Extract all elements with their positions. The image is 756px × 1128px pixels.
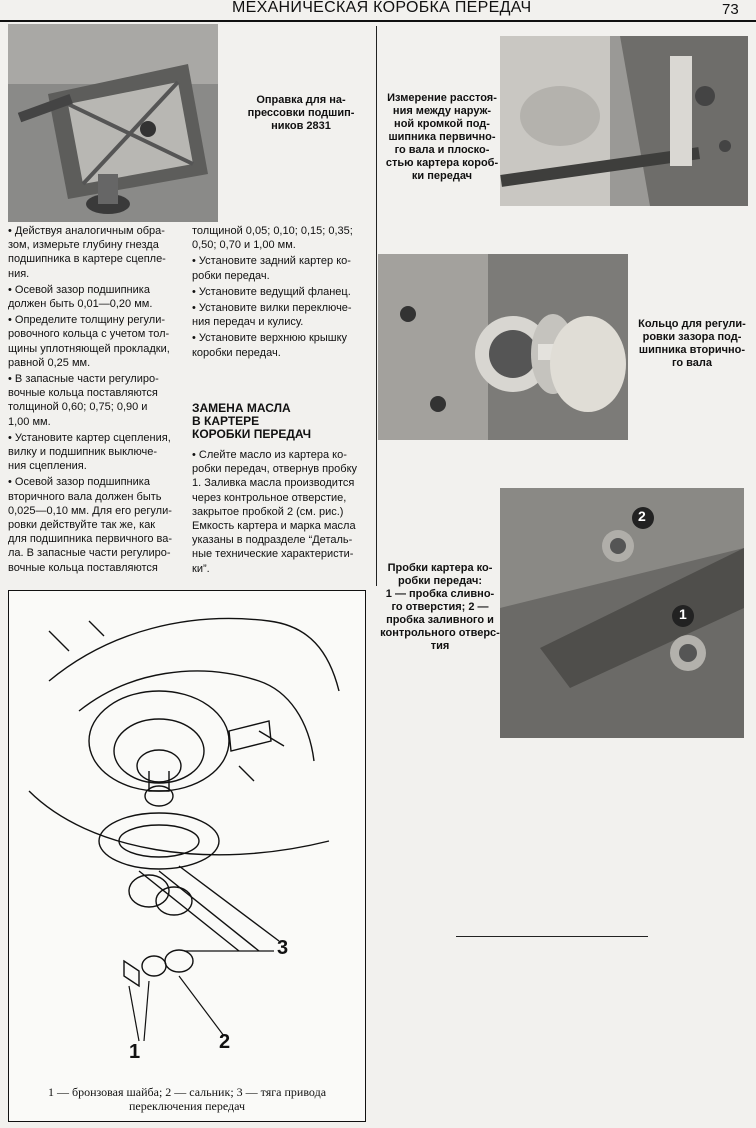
diagram-caption: 1 — бронзовая шайба; 2 — сальник; 3 — тяга привода переключения передач xyxy=(47,1085,327,1113)
callout-2: 2 xyxy=(219,1031,231,1053)
measurement-photo xyxy=(500,36,748,206)
oil-change-heading: ЗАМЕНА МАСЛА В КАРТЕРЕ КОРОБКИ ПЕРЕДАЧ xyxy=(192,401,312,441)
oil-change-text xyxy=(192,448,372,578)
divider-line xyxy=(456,936,648,937)
column-divider xyxy=(376,26,377,586)
plug-label-1: 1 xyxy=(679,606,687,622)
paragraph: • Установите картер сцепления, вилку и подшипник выключе- ния сцепления. xyxy=(8,431,180,474)
ring-photo xyxy=(378,254,628,440)
paragraph: • Установите задний картер ко- робки передач. xyxy=(192,254,372,282)
callout-3: 3 xyxy=(277,937,289,959)
callout-1: 1 xyxy=(129,1041,141,1063)
paragraph: • В запасные части регулиро- вочные кольца поставляются толщиной 0,60; 0,75; 0,90 и 1,00 мм. xyxy=(8,372,180,429)
ring-caption: Кольцо для регули- ровки зазора под- шипника вторично- го вала xyxy=(638,318,746,369)
paragraph: • Установите ведущий фланец. xyxy=(192,285,372,299)
plugs-photo xyxy=(500,488,744,738)
paragraph: • Осевой зазор подшипника должен быть 0,01—0,20 мм. xyxy=(8,283,180,311)
plugs-caption: Пробки картера ко- робки передач: 1 — пробка сливно- го отверстия; 2 — пробка заливного и контрольного отверс- тия xyxy=(380,562,500,652)
paragraph: • Действуя аналогичным обра- зом, измерьте глубину гнезда подшипника в картере сцепле- ния. xyxy=(8,224,180,281)
mandrel-caption: Оправка для на- прессовки подшип- ников 2831 xyxy=(247,94,355,132)
paragraph: толщиной 0,05; 0,10; 0,15; 0,35; 0,50; 0,70 и 1,00 мм. xyxy=(192,225,353,252)
paragraph: • Установите вилки переключе- ния передач и кулису. xyxy=(192,301,372,329)
paragraph: • Слейте масло из картера ко- робки передач, отвернув пробку 1. Заливка масла производится через контрольное отверстие, закрытое пробкой 2 (см. рис.) Емкость картера и марка масла указаны в подразделе “Деталь- ные технические характеристи- ки”. xyxy=(192,448,372,576)
paragraph: • Определите толщину регули- ровочного кольца с учетом тол- щины уплотняющей прокладки, равной 0,25 мм. xyxy=(8,313,180,370)
page-number: 73 xyxy=(722,1,739,18)
middle-text-column xyxy=(192,224,372,362)
gearshift-drawing xyxy=(9,591,365,1061)
page-title: МЕХАНИЧЕСКАЯ КОРОБКА ПЕРЕДАЧ xyxy=(232,0,532,16)
left-text-column xyxy=(8,224,180,577)
paragraph: • Осевой зазор подшипника вторичного вала должен быть 0,025—0,10 мм. Для его регули- ровки действуйте так же, как для подшипника первичного ва- ла. В запасные части регулиро- вочные кольца поставляются xyxy=(8,475,180,574)
mandrel-photo xyxy=(8,24,218,222)
paragraph: • Установите верхнюю крышку коробки передач. xyxy=(192,331,372,359)
plug-label-2: 2 xyxy=(638,508,646,524)
measure-caption: Измерение расстоя- ния между наруж- ной кромкой под- шипника первично- го вала и плоско- стью картера короб- ки передач xyxy=(385,92,499,182)
gearshift-diagram xyxy=(8,590,366,1122)
